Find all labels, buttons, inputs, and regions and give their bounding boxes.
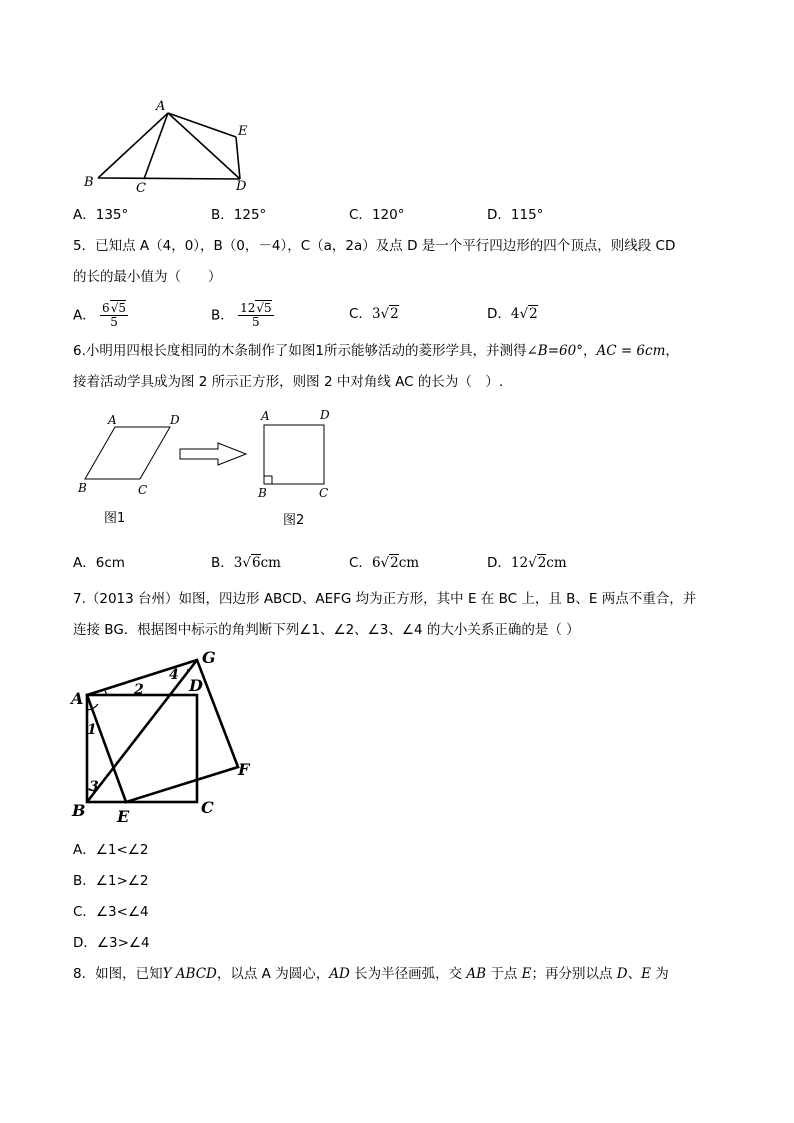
- q5-option-c[interactable]: C．3√2: [349, 306, 399, 322]
- q8-stem-line1: 8．如图，已知Y ABCD，以点 A 为圆心，AD 长为半径画弧，交 AB 于点 E；再分别以点 D、E 为: [73, 966, 669, 982]
- q6-fig1-label-a: A: [108, 413, 117, 427]
- q6-figures: [70, 405, 350, 533]
- q5-stem-line2: 的长的最小值为（ ）: [73, 269, 222, 285]
- q6-option-c[interactable]: C．6√2cm: [349, 555, 420, 571]
- q7-label-c: C: [201, 798, 214, 817]
- q5-option-a[interactable]: A． $\frac{6√5}{5}$: [73, 301, 126, 329]
- q6-fig2-caption: 图2: [283, 513, 305, 528]
- q6-fig2-label-d: D: [320, 408, 330, 422]
- q5-option-d[interactable]: D．4√2: [487, 306, 538, 322]
- q7-figure: [70, 648, 270, 828]
- q7-label-f: F: [238, 760, 250, 779]
- q6-option-d[interactable]: D．12√2cm: [487, 555, 567, 571]
- q4-label-c: C: [136, 181, 146, 196]
- q6-fig1-label-c: C: [138, 483, 148, 497]
- q5-option-b[interactable]: B． $\frac{12√5}{5}$: [211, 301, 272, 329]
- q7-label-b: B: [72, 801, 86, 820]
- q6-stem-line2: 接着活动学具成为图 2 所示正方形，则图 2 中对角线 AC 的长为（ ）.: [73, 374, 504, 390]
- q6-stem-line1: 6.小明用四根长度相同的木条制作了如图1所示能够活动的菱形学具，并测得∠B=60°，AC = 6cm，: [73, 343, 679, 359]
- q4-figure: [80, 95, 270, 200]
- q7-option-d[interactable]: D．∠3>∠4: [73, 935, 150, 951]
- q6-fig2-label-b: B: [258, 486, 267, 500]
- q6-option-a[interactable]: A．6cm: [73, 555, 125, 571]
- q7-stem-line2: 连接 BG．根据图中标示的角判断下列∠1、∠2、∠3、∠4 的大小关系正确的是（ ）: [73, 622, 580, 638]
- q7-stem-line1: 7.（2013 台州）如图，四边形 ABCD、AEFG 均为正方形，其中 E 在 BC 上，且 B、E 两点不重合，并: [73, 591, 697, 607]
- q6-fig1-label-d: D: [170, 413, 180, 427]
- q4-label-e: E: [238, 124, 248, 139]
- q4-option-a[interactable]: A．135°: [73, 207, 129, 223]
- q7-label-e: E: [117, 807, 130, 826]
- q7-angle-4: 4: [169, 667, 179, 683]
- q4-label-b: B: [84, 175, 94, 190]
- q5-b-fraction: $\frac{12√5}{5}$: [240, 301, 272, 329]
- q6-option-b[interactable]: B．3√6cm: [211, 555, 281, 571]
- q4-label-a: A: [156, 99, 166, 114]
- q4-option-d[interactable]: D．115°: [487, 207, 544, 223]
- q4-option-c[interactable]: C．120°: [349, 207, 405, 223]
- q7-label-g: G: [202, 648, 216, 667]
- q5-a-fraction: $\frac{6√5}{5}$: [102, 301, 126, 329]
- q8-parallelogram: Y ABCD: [162, 966, 217, 982]
- q6-fig2-label-c: C: [319, 486, 329, 500]
- q4-label-d: D: [236, 179, 247, 194]
- q4-option-b[interactable]: B．125°: [211, 207, 267, 223]
- q6-fig2-label-a: A: [261, 409, 270, 423]
- q7-option-a[interactable]: A．∠1<∠2: [73, 842, 149, 858]
- q6-angle-b: ∠B=60°: [526, 343, 583, 359]
- q7-angle-3: 3: [89, 779, 99, 795]
- q7-label-d: D: [189, 676, 203, 695]
- q6-ac-length: AC = 6cm: [596, 343, 666, 359]
- q7-angle-2: 2: [134, 682, 144, 698]
- q7-angle-1: 1: [87, 722, 97, 738]
- q6-fig1-caption: 图1: [104, 511, 126, 526]
- q7-label-a: A: [71, 689, 84, 708]
- q7-option-c[interactable]: C．∠3<∠4: [73, 904, 149, 920]
- q7-option-b[interactable]: B．∠1>∠2: [73, 873, 149, 889]
- q6-fig1-label-b: B: [78, 481, 87, 495]
- q5-stem-line1: 5．已知点 A（4，0），B（0，－4），C（a，2a）及点 D 是一个平行四边形的四个顶点，则线段 CD: [73, 238, 676, 254]
